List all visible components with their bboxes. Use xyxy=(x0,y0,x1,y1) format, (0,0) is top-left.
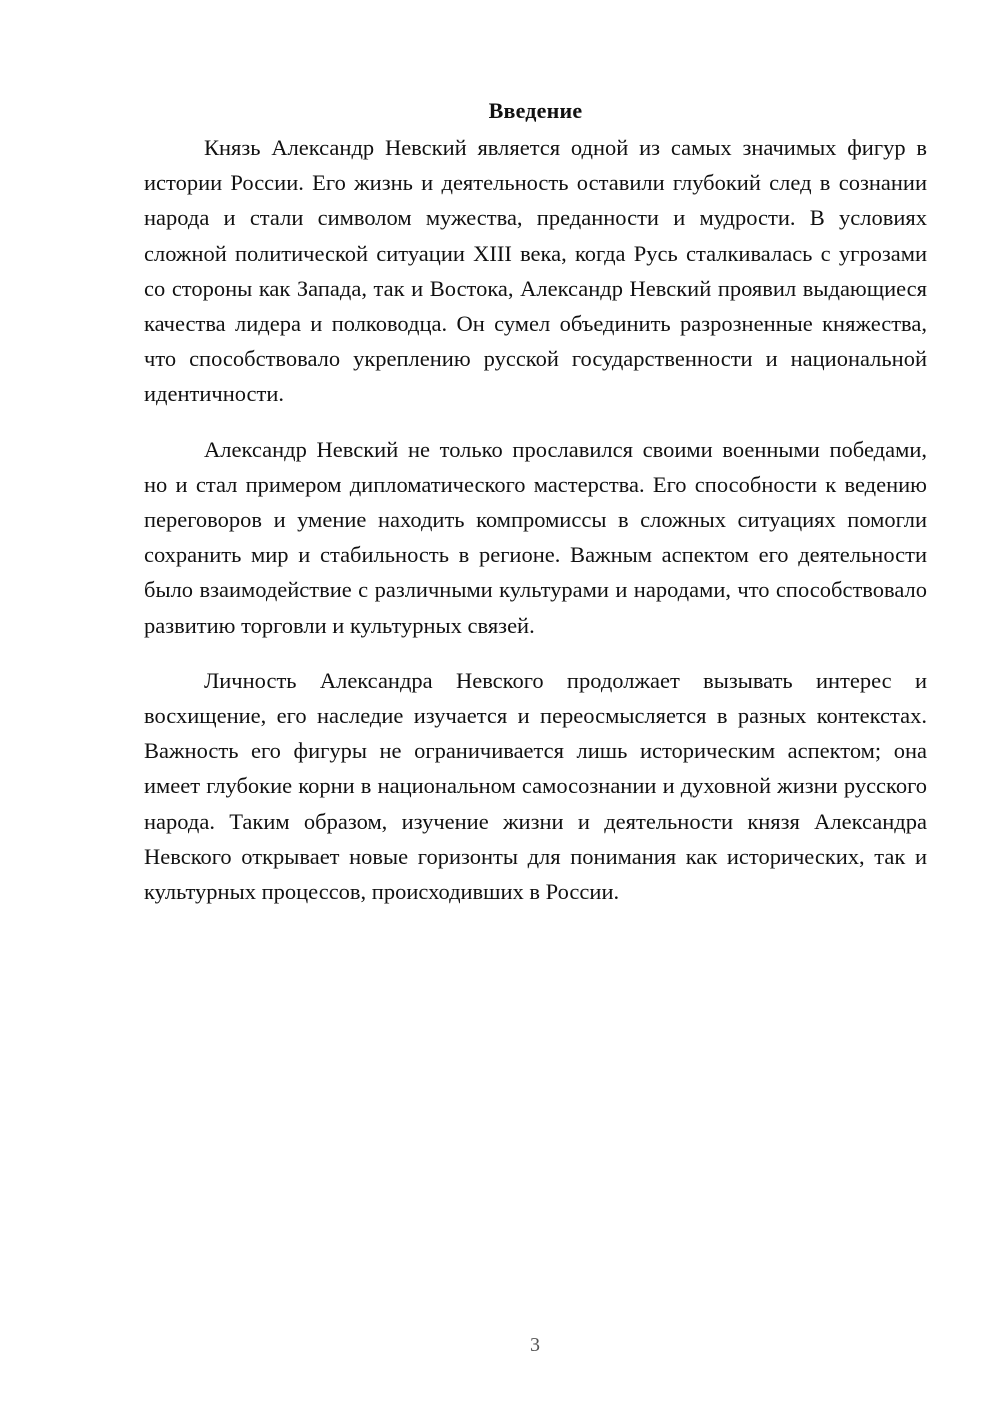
page-content xyxy=(144,96,927,929)
page-number: 3 xyxy=(530,1334,540,1356)
paragraph-3: Личность Александра Невского продолжает вызывать интерес и восхищение, его наследие изучается и переосмысляется в разных контекстах. Важность его фигуры не ограничивается лишь историческим аспектом; она имеет глубокие корни в национальном самосознании и духовной жизни русского народа. Таким образом, изучение жизни и деятельности князя Александра Невского открывает новые горизонты для понимания как исторических, так и культурных процессов, происходивших в России. xyxy=(144,667,927,905)
paragraph-2: Александр Невский не только прославился своими военными победами, но и стал примером дипломатического мастерства. Его способности к ведению переговоров и умение находить компромиссы в сложных ситуациях помогли сохранить мир и стабильность в регионе. Важным аспектом его деятельности было взаимодействие с различными культурами и народами, что способствовало развитию торговли и культурных связей. xyxy=(144,436,927,638)
section-title: Введение xyxy=(488,98,583,123)
paragraph-1: Князь Александр Невский является одной из самых значимых фигур в истории России. Его жизнь и деятельность оставили глубокий след в сознании народа и стали символом мужества, преданности и мудрости. В условиях сложной политической ситуации XIII века, когда Русь сталкивалась с угрозами со стороны как Запада, так и Востока, Александр Невский проявил выдающиеся качества лидера и полководца. Он сумел объединить разрозненные княжества, что способствовало укреплению русской государственности и национальной идентичности. xyxy=(144,135,927,407)
